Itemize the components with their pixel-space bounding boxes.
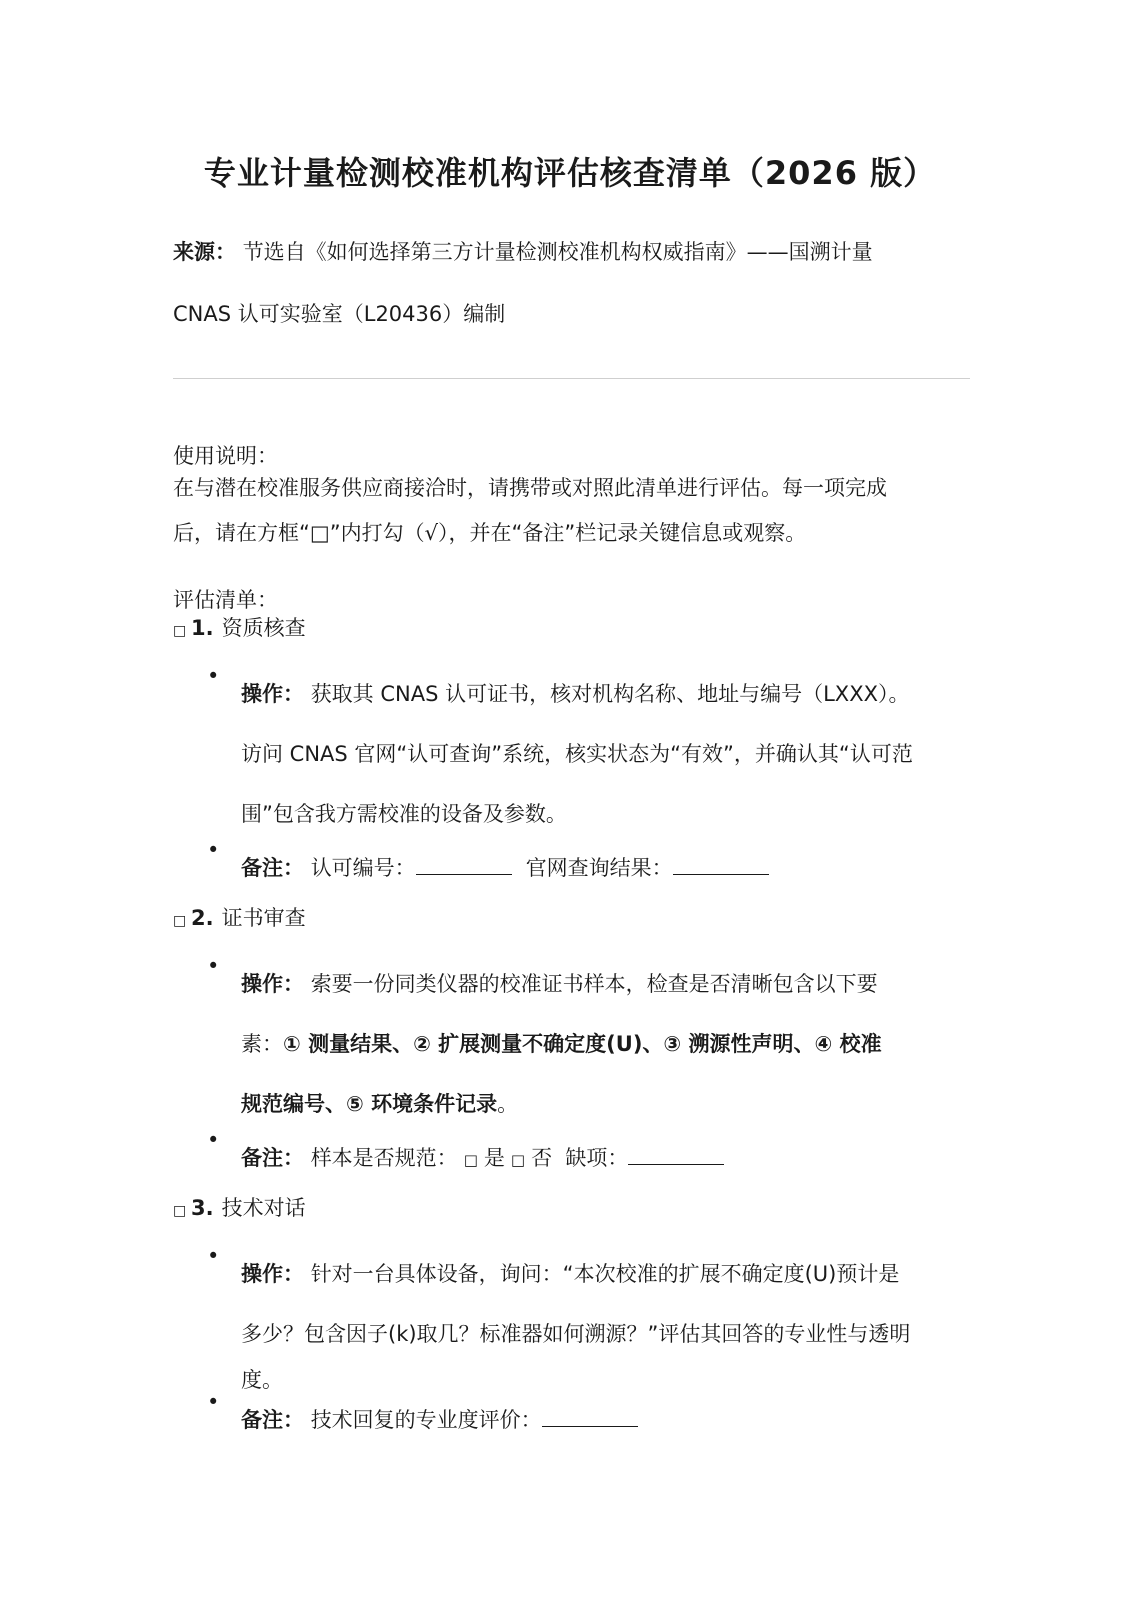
operation-label: 操作： xyxy=(241,1262,304,1286)
section-number: 1. xyxy=(191,616,214,640)
note-field-label: 认可编号： xyxy=(310,856,416,880)
operation-label: 操作： xyxy=(241,682,304,706)
operation-text: 索要一份同类仪器的校准证书样本，检查是否清晰包含以下要 xyxy=(310,972,878,996)
section-1-heading[interactable] xyxy=(173,612,306,642)
blank-field[interactable] xyxy=(628,1144,724,1165)
operation-line xyxy=(241,664,961,724)
operation-text: 素： xyxy=(241,1032,283,1056)
note-field-label: 技术回复的专业度评价： xyxy=(310,1408,542,1432)
usage-heading: 使用说明： xyxy=(173,444,278,468)
section-title: 技术对话 xyxy=(221,1196,306,1220)
operation-text: 。 xyxy=(497,1092,519,1116)
operation-emphasis: ① 测量结果、② 扩展测量不确定度(U)、③ 溯源性声明、④ 校准 xyxy=(283,1032,882,1056)
usage-line-1: 在与潜在校准服务供应商接洽时，请携带或对照此清单进行评估。每一项完成 xyxy=(173,476,887,500)
divider xyxy=(173,378,970,379)
section-title: 证书审查 xyxy=(221,906,306,930)
section-title: 资质核查 xyxy=(221,616,306,640)
note-field-label: 缺项： xyxy=(565,1146,629,1170)
option-yes: 是 xyxy=(483,1146,505,1170)
checkbox-2[interactable]: □ xyxy=(173,913,187,929)
blank-field[interactable] xyxy=(416,854,512,875)
note-field-label: 样本是否规范： xyxy=(310,1146,458,1170)
operation-line xyxy=(241,1014,961,1074)
note-label: 备注： xyxy=(241,1408,304,1432)
section-3-heading[interactable] xyxy=(173,1192,306,1222)
note-label: 备注： xyxy=(241,856,304,880)
operation-text: 获取其 CNAS 认可证书，核对机构名称、地址与编号（LXXX）。 xyxy=(310,682,910,706)
section-number: 3. xyxy=(191,1196,214,1220)
operation-text: 针对一台具体设备，询问：“本次校准的扩展不确定度(U)预计是 xyxy=(310,1262,900,1286)
checkbox-1[interactable]: □ xyxy=(173,623,187,639)
bullet-icon: • xyxy=(207,1128,220,1152)
operation-line: 多少？包含因子(k)取几？标准器如何溯源？”评估其回答的专业性与透明 xyxy=(241,1322,911,1346)
operation-label: 操作： xyxy=(241,972,304,996)
source-label: 来源： xyxy=(173,240,236,264)
operation-line: 度。 xyxy=(241,1368,283,1392)
bullet-icon: • xyxy=(207,954,220,978)
checklist-heading: 评估清单： xyxy=(173,588,278,612)
checkbox-3[interactable]: □ xyxy=(173,1203,187,1219)
operation-line xyxy=(241,1244,961,1304)
bullet-icon: • xyxy=(207,1244,220,1268)
bullet-icon: • xyxy=(207,1390,220,1414)
operation-line xyxy=(241,1074,961,1134)
source-line-2: CNAS 认可实验室（L20436）编制 xyxy=(173,302,506,326)
blank-field[interactable] xyxy=(673,854,769,875)
note-field-label: 官网查询结果： xyxy=(525,856,673,880)
operation-line: 围”包含我方需校准的设备及参数。 xyxy=(241,802,567,826)
checkbox-yes[interactable]: □ xyxy=(463,1151,478,1169)
operation-line: 访问 CNAS 官网“认可查询”系统，核实状态为“有效”，并确认其“认可范 xyxy=(241,742,913,766)
section-2-heading[interactable] xyxy=(173,902,306,932)
section-number: 2. xyxy=(191,906,214,930)
bullet-icon: • xyxy=(207,838,220,862)
operation-line xyxy=(241,954,961,1014)
blank-field[interactable] xyxy=(542,1406,638,1427)
source-line-1 xyxy=(173,236,873,266)
option-no: 否 xyxy=(531,1146,553,1170)
page-title: 专业计量检测校准机构评估核查清单（2026 版） xyxy=(203,154,937,192)
bullet-icon: • xyxy=(207,664,220,688)
source-text-1: 节选自《如何选择第三方计量检测校准机构权威指南》——国溯计量 xyxy=(242,240,873,264)
checkbox-no[interactable]: □ xyxy=(510,1151,526,1169)
operation-emphasis: 规范编号、⑤ 环境条件记录 xyxy=(241,1092,498,1116)
usage-line-2: 后，请在方框“□”内打勾（√），并在“备注”栏记录关键信息或观察。 xyxy=(173,521,807,545)
note-label: 备注： xyxy=(241,1146,304,1170)
usage-text xyxy=(173,466,973,556)
